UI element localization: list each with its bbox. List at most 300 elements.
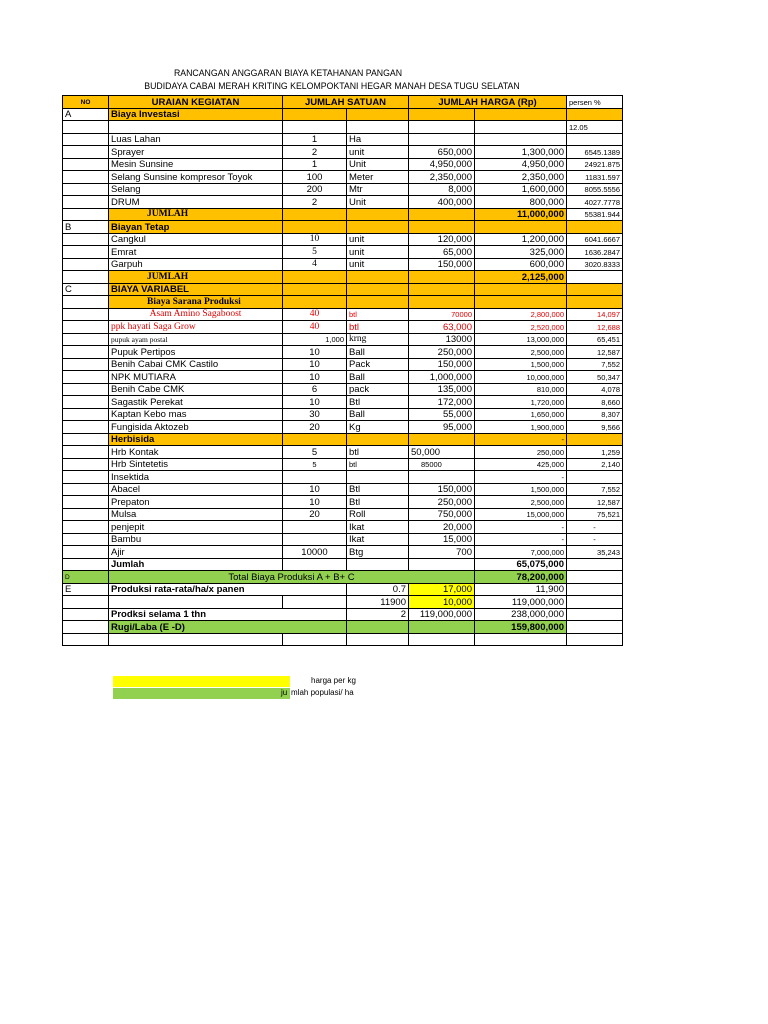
empty-cell	[567, 433, 623, 446]
item-qty: 10000	[283, 546, 347, 559]
empty-cell	[567, 571, 623, 584]
item-unit	[347, 471, 409, 484]
item-qty: 5	[283, 446, 347, 459]
item-name: Bambu	[109, 533, 283, 546]
section-a-jumlah-total: 11,000,000	[475, 208, 567, 221]
item-unit: btl	[347, 458, 409, 471]
item-qty: 10	[283, 371, 347, 384]
table-row	[63, 321, 623, 334]
item-price: 20,000	[409, 521, 475, 534]
item-qty: 1	[283, 158, 347, 171]
item-total: 10,000,000	[475, 371, 567, 384]
item-price	[409, 133, 475, 146]
item-total: 2,500,000	[475, 496, 567, 509]
section-a-title-row	[63, 108, 623, 121]
item-total: 1,200,000	[475, 233, 567, 246]
legend-yellow-text: harga per kg	[311, 676, 356, 685]
table-row	[63, 521, 623, 534]
item-price: 65,000	[409, 246, 475, 259]
section-a-code: A	[63, 108, 109, 121]
item-name: NPK MUTIARA	[109, 371, 283, 384]
item-pct	[567, 471, 623, 484]
item-unit: Ball	[347, 408, 409, 421]
item-unit: Ball	[347, 371, 409, 384]
item-name: Benih Cabai CMK Castilo	[109, 358, 283, 371]
item-qty: 4	[283, 258, 347, 271]
empty-cell	[63, 208, 109, 221]
item-total: -	[475, 533, 567, 546]
empty-cell	[567, 558, 623, 571]
empty-last-row	[63, 633, 623, 646]
herbisida-title: Herbisida	[109, 433, 283, 446]
no-cell	[63, 396, 109, 409]
item-unit: Ikat	[347, 533, 409, 546]
item-unit: Btl	[347, 496, 409, 509]
item-name: Emrat	[109, 246, 283, 259]
empty-cell	[283, 271, 347, 284]
table-row	[63, 446, 623, 459]
empty-cell	[63, 271, 109, 284]
no-cell	[63, 421, 109, 434]
item-pct	[567, 133, 623, 146]
table-row	[63, 458, 623, 471]
item-price: 63,000	[409, 321, 475, 334]
table-row	[63, 496, 623, 509]
header-persen: persen %	[567, 96, 623, 109]
empty-cell	[567, 596, 623, 609]
item-total: 15,000,000	[475, 508, 567, 521]
item-pct: 3020.8333	[567, 258, 623, 271]
item-name: Asam Amino Sagaboost	[109, 308, 283, 321]
item-price: 15,000	[409, 533, 475, 546]
empty-cell	[567, 583, 623, 596]
section-a-title: Biaya Investasi	[109, 108, 283, 121]
item-pct: -	[567, 521, 623, 534]
item-name: Fungisida Aktozeb	[109, 421, 283, 434]
table-row	[63, 396, 623, 409]
item-qty: 10	[283, 358, 347, 371]
item-price: 150,000	[409, 258, 475, 271]
no-cell	[63, 171, 109, 184]
empty-cell	[567, 633, 623, 646]
section-e-total3: 238,000,000	[475, 608, 567, 621]
item-price: 2,350,000	[409, 171, 475, 184]
item-pct: 75,521	[567, 508, 623, 521]
no-cell	[63, 458, 109, 471]
item-unit: pack	[347, 383, 409, 396]
empty-cell	[409, 271, 475, 284]
item-pct: 9,566	[567, 421, 623, 434]
empty-cell	[63, 621, 109, 634]
item-qty: 10	[283, 496, 347, 509]
item-price: 250,000	[409, 346, 475, 359]
empty-cell	[567, 283, 623, 296]
section-e-qty1: 0.7	[347, 583, 409, 596]
item-total: 800,000	[475, 196, 567, 209]
legend-green-text: mlah populasi/ ha	[291, 688, 354, 697]
item-total: 1,500,000	[475, 358, 567, 371]
empty-cell	[283, 221, 347, 234]
no-cell	[63, 496, 109, 509]
item-name: pupuk ayam postal	[109, 333, 283, 346]
item-name: Mesin Sunsine	[109, 158, 283, 171]
section-a-jumlah-label: JUMLAH	[109, 208, 283, 221]
item-price: 95,000	[409, 421, 475, 434]
item-qty: 40	[283, 321, 347, 334]
item-price: 750,000	[409, 508, 475, 521]
section-e-qty2: 11900	[347, 596, 409, 609]
item-pct: 1636.2847	[567, 246, 623, 259]
item-total: -	[475, 521, 567, 534]
empty-cell	[283, 433, 347, 446]
item-qty: 200	[283, 183, 347, 196]
item-pct: 12,587	[567, 496, 623, 509]
table-row	[63, 383, 623, 396]
item-qty: 1	[283, 133, 347, 146]
item-unit: Btl	[347, 483, 409, 496]
no-cell	[63, 158, 109, 171]
item-name: Ajir	[109, 546, 283, 559]
empty-cell	[347, 208, 409, 221]
section-e-row3	[63, 608, 623, 621]
section-a-jumlah-pct: 55381.944	[567, 208, 623, 221]
empty-cell	[475, 121, 567, 134]
item-price: 150,000	[409, 358, 475, 371]
item-name: Pupuk Pertipos	[109, 346, 283, 359]
empty-cell	[347, 283, 409, 296]
item-unit: btl	[347, 308, 409, 321]
item-price: 150,000	[409, 483, 475, 496]
item-name: Hrb Sintetetis	[109, 458, 283, 471]
item-price: 120,000	[409, 233, 475, 246]
table-row	[63, 333, 623, 346]
table-row	[63, 546, 623, 559]
item-total: 2,800,000	[475, 308, 567, 321]
no-cell	[63, 346, 109, 359]
item-name: Insektida	[109, 471, 283, 484]
item-total: 600,000	[475, 258, 567, 271]
item-unit: Ball	[347, 346, 409, 359]
item-total: 1,300,000	[475, 146, 567, 159]
item-pct: 11831.597	[567, 171, 623, 184]
section-c-jumlah-label: Jumlah	[109, 558, 283, 571]
item-price	[409, 471, 475, 484]
empty-cell	[283, 596, 347, 609]
empty-cell	[63, 633, 109, 646]
item-price: 55,000	[409, 408, 475, 421]
empty-cell	[347, 633, 409, 646]
empty-cell	[567, 271, 623, 284]
empty-cell	[283, 558, 347, 571]
empty-cell	[63, 608, 109, 621]
table-row	[63, 371, 623, 384]
no-cell	[63, 533, 109, 546]
item-unit: Meter	[347, 171, 409, 184]
section-c-subtitle: Biaya Sarana Produksi	[109, 296, 283, 309]
empty-cell	[409, 558, 475, 571]
item-qty: 100	[283, 171, 347, 184]
item-unit: Ikat	[347, 521, 409, 534]
section-e-total1: 11,900	[475, 583, 567, 596]
empty-cell	[567, 296, 623, 309]
item-qty: 10	[283, 346, 347, 359]
table-row	[63, 308, 623, 321]
item-pct: 4027.7778	[567, 196, 623, 209]
item-name: Prepaton	[109, 496, 283, 509]
empty-cell	[63, 558, 109, 571]
item-total	[475, 133, 567, 146]
item-total: 7,000,000	[475, 546, 567, 559]
table-row	[63, 233, 623, 246]
no-cell	[63, 258, 109, 271]
item-unit: Ha	[347, 133, 409, 146]
empty-cell	[283, 108, 347, 121]
no-cell	[63, 358, 109, 371]
item-total: 325,000	[475, 246, 567, 259]
no-cell	[63, 146, 109, 159]
no-cell	[63, 383, 109, 396]
section-e-total2: 119,000,000	[475, 596, 567, 609]
item-price: 1,000,000	[409, 371, 475, 384]
empty-cell	[347, 108, 409, 121]
section-b-jumlah-row	[63, 271, 623, 284]
item-unit: Unit	[347, 158, 409, 171]
item-qty: 10	[283, 483, 347, 496]
item-pct: 35,243	[567, 546, 623, 559]
header-row	[63, 96, 623, 109]
empty-cell	[567, 221, 623, 234]
section-b-title: Biayan Tetap	[109, 221, 283, 234]
empty-cell	[109, 121, 283, 134]
section-c-jumlah-row	[63, 558, 623, 571]
item-total: 1,600,000	[475, 183, 567, 196]
item-pct: 24921.875	[567, 158, 623, 171]
empty-cell	[283, 296, 347, 309]
item-pct: 4,078	[567, 383, 623, 396]
table-row	[63, 421, 623, 434]
table-row	[63, 258, 623, 271]
empty-cell	[567, 621, 623, 634]
header-no: NO	[63, 96, 109, 109]
no-cell	[63, 483, 109, 496]
table-row	[63, 533, 623, 546]
rugi-laba-total: 159,800,000	[475, 621, 567, 634]
empty-cell	[347, 296, 409, 309]
item-price: 70000	[409, 308, 475, 321]
table-row	[63, 171, 623, 184]
rugi-laba-label: Rugi/Laba (E -D)	[109, 621, 347, 634]
empty-cell	[409, 296, 475, 309]
empty-cell	[475, 633, 567, 646]
item-price: 50,000	[409, 446, 475, 459]
item-qty: 40	[283, 308, 347, 321]
item-qty: 20	[283, 421, 347, 434]
header-jumlah-satuan: JUMLAH SATUAN	[283, 96, 409, 109]
item-total: -	[475, 471, 567, 484]
table-row	[63, 183, 623, 196]
header-uraian: URAIAN KEGIATAN	[109, 96, 283, 109]
item-unit: Btl	[347, 396, 409, 409]
empty-cell	[109, 596, 283, 609]
table-row	[63, 483, 623, 496]
empty-cell	[283, 208, 347, 221]
section-c-jumlah-total: 65,075,000	[475, 558, 567, 571]
empty-cell	[63, 433, 109, 446]
empty-cell	[567, 608, 623, 621]
item-pct: 14,097	[567, 308, 623, 321]
item-qty	[283, 471, 347, 484]
item-pct: 12,688	[567, 321, 623, 334]
empty-cell	[409, 221, 475, 234]
empty-cell	[347, 121, 409, 134]
section-a-top-value: 12.05	[567, 121, 623, 134]
item-pct: 1,259	[567, 446, 623, 459]
table-row	[63, 358, 623, 371]
legend-green-prefix: ju	[281, 688, 288, 697]
item-name: DRUM	[109, 196, 283, 209]
item-pct: 8055.5556	[567, 183, 623, 196]
section-e-price1: 17,000	[409, 583, 475, 596]
empty-cell	[109, 633, 283, 646]
item-price: 85000	[409, 458, 475, 471]
item-unit: unit	[347, 246, 409, 259]
item-total: 1,900,000	[475, 421, 567, 434]
item-pct: 6545.1389	[567, 146, 623, 159]
item-qty: 10	[283, 396, 347, 409]
section-e-label: Produksi rata-rata/ha/x panen	[109, 583, 347, 596]
item-qty: 2	[283, 196, 347, 209]
no-cell	[63, 308, 109, 321]
no-cell	[63, 133, 109, 146]
section-e-price2: 10,000	[409, 596, 475, 609]
item-pct: 65,451	[567, 333, 623, 346]
item-price: 4,950,000	[409, 158, 475, 171]
item-price: 172,000	[409, 396, 475, 409]
empty-cell	[475, 283, 567, 296]
table-row	[63, 158, 623, 171]
item-qty: 5	[283, 246, 347, 259]
item-pct: 2,140	[567, 458, 623, 471]
item-qty: 30	[283, 408, 347, 421]
empty-cell	[409, 283, 475, 296]
table-row	[63, 133, 623, 146]
legend-green-swatch	[113, 688, 290, 699]
item-name: ppk hayati Saga Grow	[109, 321, 283, 334]
item-qty: 20	[283, 508, 347, 521]
section-e-row3-label: Prodksi selama 1 thn	[109, 608, 347, 621]
empty-cell	[283, 121, 347, 134]
section-a-jumlah-row	[63, 208, 623, 221]
item-qty: 6	[283, 383, 347, 396]
table-row	[63, 146, 623, 159]
no-cell	[63, 371, 109, 384]
empty-cell	[567, 108, 623, 121]
item-name: Cangkul	[109, 233, 283, 246]
section-a-top-row	[63, 121, 623, 134]
item-total: 2,520,000	[475, 321, 567, 334]
empty-cell	[475, 296, 567, 309]
item-unit: btl	[347, 446, 409, 459]
item-qty: 10	[283, 233, 347, 246]
item-total: 425,000	[475, 458, 567, 471]
section-d-label: Total Biaya Produksi A + B+ C	[109, 571, 475, 584]
section-b-jumlah-total: 2,125,000	[475, 271, 567, 284]
item-total: 1,650,000	[475, 408, 567, 421]
empty-cell	[475, 221, 567, 234]
item-name: Kaptan Kebo mas	[109, 408, 283, 421]
table-row	[63, 471, 623, 484]
budget-table	[62, 95, 623, 646]
empty-cell	[409, 208, 475, 221]
item-name: Selang Sunsine kompresor Toyok	[109, 171, 283, 184]
item-total: 2,350,000	[475, 171, 567, 184]
section-e-price3: 119,000,000	[409, 608, 475, 621]
item-name: Benih Cabe CMK	[109, 383, 283, 396]
item-qty	[283, 533, 347, 546]
item-name: Sprayer	[109, 146, 283, 159]
empty-cell	[409, 433, 475, 446]
section-b-code: B	[63, 221, 109, 234]
item-price: 135,000	[409, 383, 475, 396]
no-cell	[63, 246, 109, 259]
table-row	[63, 346, 623, 359]
item-name: penjepit	[109, 521, 283, 534]
empty-cell	[63, 296, 109, 309]
title-line-1: RANCANGAN ANGGARAN BIAYA KETAHANAN PANGAN	[173, 68, 403, 79]
no-cell	[63, 521, 109, 534]
table-row	[63, 408, 623, 421]
item-unit: Roll	[347, 508, 409, 521]
no-cell	[63, 333, 109, 346]
empty-cell	[63, 596, 109, 609]
item-total: 1,500,000	[475, 483, 567, 496]
section-c-title-row	[63, 283, 623, 296]
empty-cell	[347, 221, 409, 234]
item-name: Luas Lahan	[109, 133, 283, 146]
item-total: 250,000	[475, 446, 567, 459]
table-row	[63, 196, 623, 209]
item-price: 700	[409, 546, 475, 559]
item-pct: 8,660	[567, 396, 623, 409]
no-cell	[63, 446, 109, 459]
item-name: Abacel	[109, 483, 283, 496]
item-name: Garpuh	[109, 258, 283, 271]
no-cell	[63, 183, 109, 196]
no-cell	[63, 196, 109, 209]
section-d-row	[63, 571, 623, 584]
legend-yellow-swatch	[113, 676, 290, 687]
item-pct: -	[567, 533, 623, 546]
empty-cell	[347, 271, 409, 284]
herbisida-title-row	[63, 433, 623, 446]
section-e-qty3: 2	[347, 608, 409, 621]
item-price: 13000	[409, 333, 475, 346]
item-total: 810,000	[475, 383, 567, 396]
item-unit: Btg	[347, 546, 409, 559]
item-unit: krng	[347, 333, 409, 346]
section-b-title-row	[63, 221, 623, 234]
no-cell	[63, 508, 109, 521]
section-c-subtitle-row	[63, 296, 623, 309]
empty-cell	[283, 633, 347, 646]
section-d-code: D	[63, 571, 109, 584]
item-pct: 8,307	[567, 408, 623, 421]
item-unit: unit	[347, 258, 409, 271]
item-name: Sagastik Perekat	[109, 396, 283, 409]
item-qty: 2	[283, 146, 347, 159]
section-b-jumlah-label: JUMLAH	[109, 271, 283, 284]
item-pct: 7,552	[567, 358, 623, 371]
